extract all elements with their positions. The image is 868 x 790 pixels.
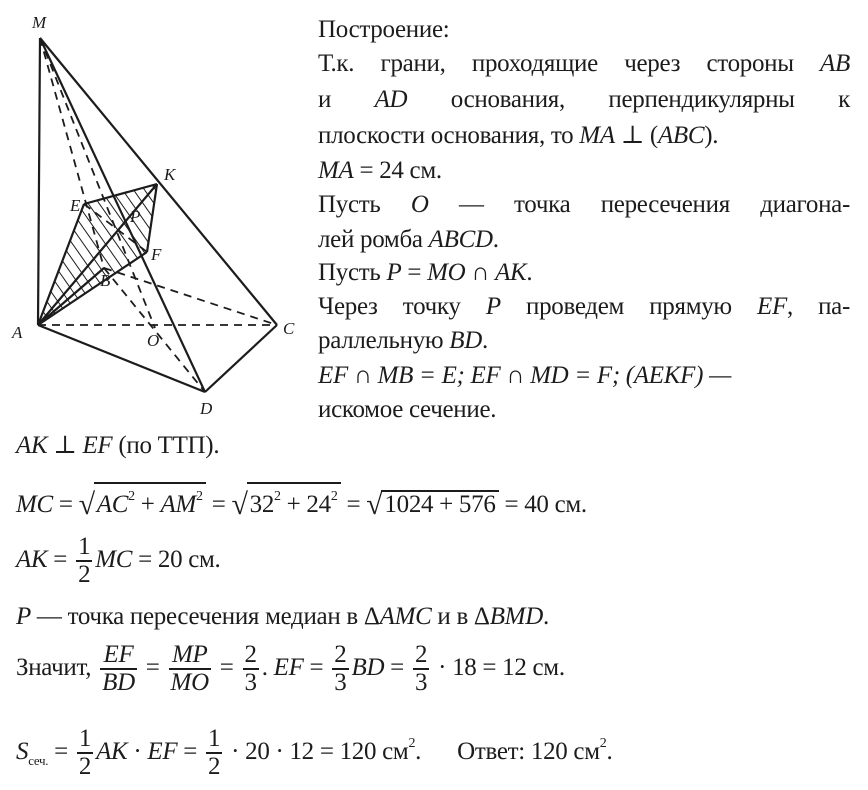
text-span: Т.к. грани, проходящие через стороны bbox=[318, 50, 821, 77]
exponent: 2 bbox=[599, 736, 607, 751]
text-span: = bbox=[303, 654, 330, 681]
math-S: S bbox=[16, 738, 29, 765]
line-1 bbox=[318, 50, 850, 78]
math-BMD: BMD bbox=[489, 603, 543, 630]
text-span: Через точку bbox=[318, 293, 486, 320]
heading: Построение: bbox=[318, 16, 450, 43]
text-span: = bbox=[205, 491, 232, 518]
radicand-2 bbox=[247, 482, 341, 518]
math-O: O bbox=[410, 191, 429, 218]
line-10: EF ∩ MB = E; EF ∩ MD = F; (AEKF) — bbox=[318, 362, 732, 389]
text-span: Ответ: 120 см bbox=[457, 738, 600, 765]
text-span: ∩ bbox=[465, 259, 496, 286]
line-11: искомое сечение. bbox=[318, 396, 497, 423]
text-span: = 20 см. bbox=[132, 546, 221, 573]
subscript: сеч. bbox=[28, 753, 49, 768]
math-BD: BD bbox=[351, 654, 385, 681]
text-span: = bbox=[384, 654, 410, 681]
fraction-2-3 bbox=[243, 642, 259, 696]
formula-S bbox=[16, 716, 612, 789]
formula-MC bbox=[16, 482, 587, 519]
line-6 bbox=[318, 226, 499, 254]
text-span: . bbox=[261, 654, 274, 681]
label-F: F bbox=[151, 245, 162, 264]
fraction-half bbox=[77, 726, 93, 780]
answer bbox=[457, 738, 612, 765]
math-ABC: ABC bbox=[657, 122, 705, 149]
math-AD: AD bbox=[374, 86, 408, 113]
math-MA: MA bbox=[579, 122, 615, 149]
text-span: проведем прямую bbox=[500, 293, 757, 320]
radical-sign: √ bbox=[366, 488, 383, 521]
text-span: = bbox=[48, 738, 74, 765]
math-MC: MC bbox=[16, 491, 53, 518]
text-span: = bbox=[213, 654, 240, 681]
diag-BD bbox=[104, 268, 205, 392]
edge-DC bbox=[205, 325, 277, 392]
text-span: . bbox=[492, 226, 499, 253]
math-EF: EF bbox=[273, 654, 304, 681]
math-AB: AB bbox=[820, 50, 850, 77]
text-span: основания, перпендикулярны к bbox=[407, 86, 850, 113]
fraction-2-3 bbox=[332, 642, 348, 696]
formula-AK bbox=[16, 532, 221, 588]
math-BD: BD bbox=[102, 669, 135, 697]
text-span: Пусть bbox=[318, 191, 411, 218]
math-P: P bbox=[386, 259, 402, 286]
label-P: P bbox=[130, 207, 141, 226]
math-MA: MA bbox=[318, 157, 354, 184]
edge-MD bbox=[40, 38, 205, 392]
math-AMC: AMC bbox=[379, 603, 432, 630]
exponent: 2 bbox=[408, 736, 416, 751]
line-5 bbox=[318, 191, 850, 219]
text-span: (по ТТП). bbox=[112, 432, 220, 459]
radical-sign: √ bbox=[231, 488, 248, 521]
math-EF: EF bbox=[757, 293, 787, 320]
edge-AD bbox=[38, 325, 205, 392]
line-7 bbox=[318, 259, 532, 287]
label-D: D bbox=[200, 399, 213, 418]
text-span: . bbox=[542, 603, 549, 630]
fraction-half bbox=[206, 726, 222, 780]
text-span: ). bbox=[704, 122, 719, 149]
text-span: · bbox=[127, 738, 148, 765]
numerator bbox=[169, 642, 211, 670]
numerator: 1 bbox=[78, 725, 92, 753]
math-AK: AK bbox=[16, 546, 48, 573]
math-BD: BD bbox=[449, 327, 482, 354]
exponent: 2 bbox=[128, 489, 135, 504]
denominator: 3 bbox=[334, 669, 347, 697]
pyramid-figure bbox=[0, 0, 310, 430]
label-A: A bbox=[12, 323, 23, 342]
radicand-1 bbox=[94, 482, 206, 518]
line-12 bbox=[16, 432, 219, 460]
label-E: E bbox=[70, 196, 81, 215]
text-span: = bbox=[340, 491, 367, 518]
math-ABCD: ABCD bbox=[428, 226, 493, 253]
numerator: 2 bbox=[244, 641, 257, 669]
text-span: лей ромба bbox=[318, 226, 429, 253]
label-K: K bbox=[164, 165, 176, 184]
exponent: 2 bbox=[330, 489, 338, 504]
fraction-half bbox=[76, 534, 92, 588]
text-span: ⊥ ( bbox=[614, 122, 658, 149]
text-span: . bbox=[526, 259, 533, 286]
fraction-EF-BD bbox=[100, 642, 137, 696]
radicand-3: 1024 + 576 bbox=[381, 490, 498, 518]
line-8 bbox=[318, 293, 850, 321]
math-MO: MO bbox=[170, 669, 209, 697]
text-span: = bbox=[177, 738, 204, 765]
text-span: раллельную bbox=[318, 327, 450, 354]
text-span: . bbox=[481, 327, 488, 354]
text-span: Пусть bbox=[318, 259, 387, 286]
denominator: 3 bbox=[244, 669, 257, 697]
text-span: — точка пересечения медиан в Δ bbox=[30, 603, 380, 630]
text-span: · 20 · 12 = 120 см bbox=[225, 738, 409, 765]
math-AK: AK bbox=[495, 259, 527, 286]
label-B: B bbox=[100, 271, 111, 290]
numerator: 2 bbox=[414, 641, 428, 669]
text-span: Значит, bbox=[16, 654, 98, 681]
edge-MA bbox=[38, 38, 40, 325]
denominator: 2 bbox=[208, 753, 221, 781]
text-span: · 18 = 12 см. bbox=[432, 654, 565, 681]
text-span: + bbox=[134, 491, 161, 518]
exponent: 2 bbox=[274, 489, 281, 504]
text-span: 32 bbox=[249, 491, 275, 518]
math-AM: AM bbox=[160, 491, 197, 518]
line-2 bbox=[318, 86, 850, 114]
denominator bbox=[169, 670, 211, 696]
text-span: = bbox=[52, 491, 79, 518]
numerator: 1 bbox=[78, 533, 91, 561]
text-span: = 40 см. bbox=[498, 491, 587, 518]
text-span: и в Δ bbox=[431, 603, 490, 630]
text-span: = bbox=[401, 259, 428, 286]
denominator: 2 bbox=[78, 753, 92, 781]
numerator bbox=[100, 642, 137, 670]
line-9 bbox=[318, 327, 488, 355]
text-span: = 24 см. bbox=[353, 157, 442, 184]
math-MC: MC bbox=[95, 546, 133, 573]
text-span: , па- bbox=[786, 293, 850, 320]
math-EF: EF bbox=[147, 738, 178, 765]
math-AK: AK bbox=[96, 738, 128, 765]
label-O: O bbox=[147, 331, 160, 350]
denominator bbox=[100, 670, 137, 696]
math-MO: MO bbox=[427, 259, 466, 286]
label-M: M bbox=[32, 13, 47, 32]
label-C: C bbox=[283, 319, 295, 338]
text-span: + 24 bbox=[280, 491, 331, 518]
math-P: P bbox=[485, 293, 501, 320]
text-span: плоскости основания, то bbox=[318, 122, 580, 149]
denominator: 2 bbox=[78, 561, 91, 589]
radical-sign: √ bbox=[78, 488, 95, 521]
math-AK-perp-EF: AK ⊥ EF bbox=[16, 432, 113, 459]
text-span: и bbox=[318, 86, 375, 113]
numerator: 1 bbox=[208, 725, 221, 753]
line-median bbox=[16, 603, 549, 631]
line-4 bbox=[318, 157, 442, 185]
text-span: = bbox=[47, 546, 74, 573]
line-3 bbox=[318, 122, 718, 150]
fraction-2-3 bbox=[413, 642, 429, 696]
numerator: 2 bbox=[334, 641, 347, 669]
text-span: — точка пересечения диагона- bbox=[428, 191, 850, 218]
exponent: 2 bbox=[196, 489, 203, 504]
math-EF: EF bbox=[103, 641, 134, 669]
edge-BC bbox=[104, 268, 277, 325]
text-span: . bbox=[606, 738, 613, 765]
math-MP: MP bbox=[171, 641, 208, 669]
formula-EF bbox=[16, 640, 565, 696]
math-AC: AC bbox=[96, 491, 129, 518]
denominator: 3 bbox=[414, 669, 428, 697]
text-span: . bbox=[415, 738, 422, 765]
text-span: = bbox=[139, 654, 166, 681]
math-P: P bbox=[16, 603, 31, 630]
fraction-MP-MO bbox=[169, 642, 211, 696]
